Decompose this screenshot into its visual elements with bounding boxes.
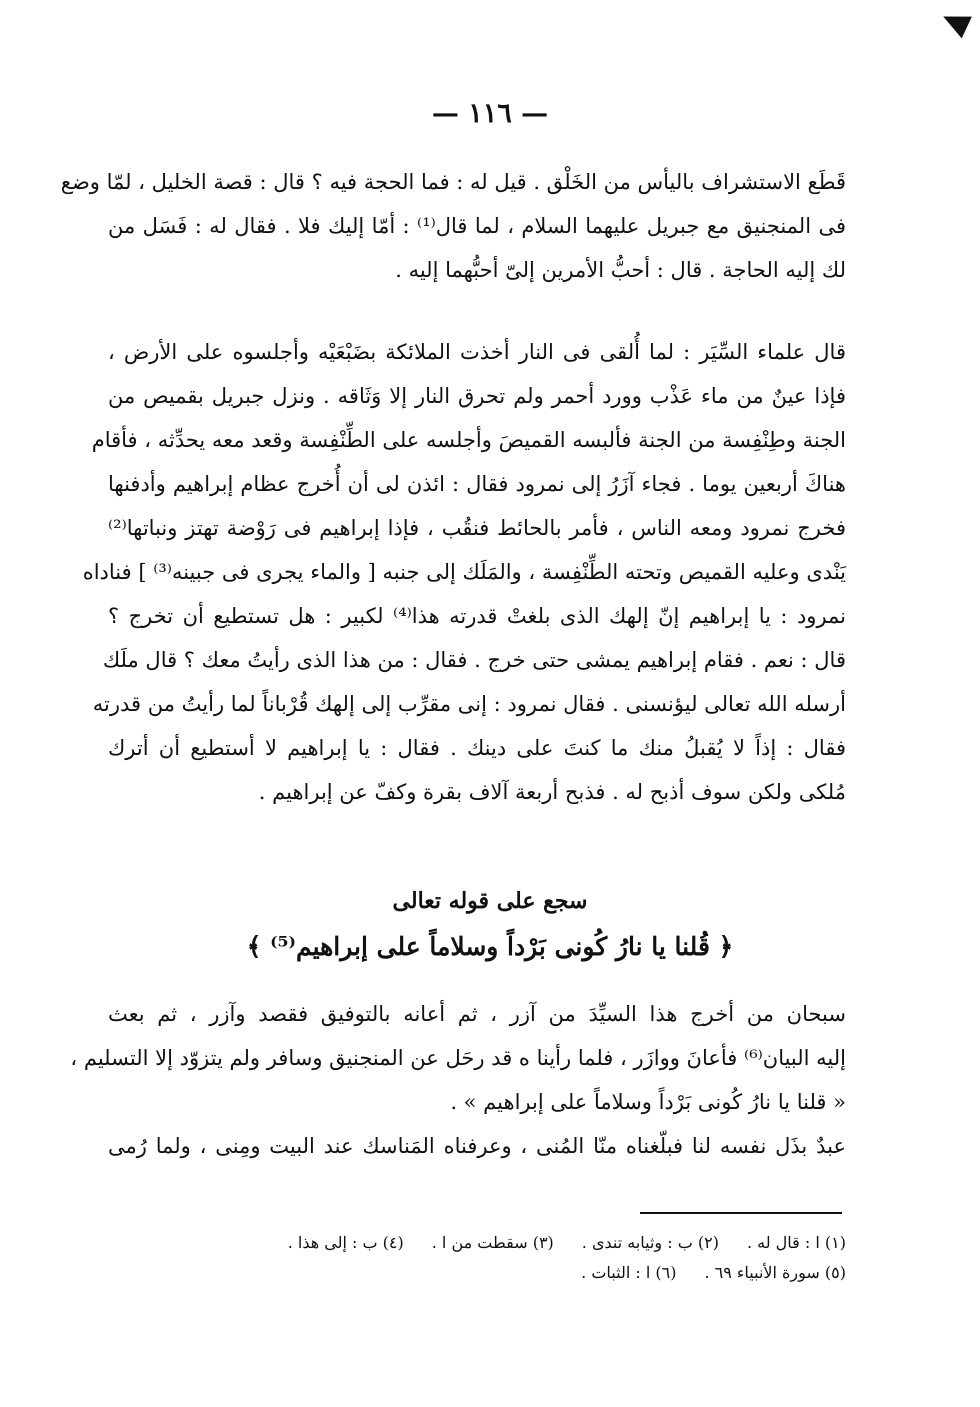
text-line: عبدٌ بذَل نفسه لنا فبلّغناه منّا المُنى ، وعرفناه المَناسك عند البيت ومِنى ، ولما رُمى bbox=[108, 1134, 846, 1158]
footnote: (١) ا : قال له . bbox=[746, 1233, 846, 1252]
text-line: قَطَع الاستشراف باليأس من الخَلْق . قيل له : فما الحجة فيه ؟ قال : قصة الخليل ، لمّا وضع bbox=[60, 170, 846, 194]
footnote: (٣) سقطت من ا . bbox=[431, 1233, 554, 1252]
text-line: الجنة وطِنْفِسة من الجنة فألبسه القميصَ وأجلسه على الطِّنْفِسة وقعد معه يحدِّثه ، فأقام bbox=[91, 428, 846, 452]
text-line: فإذا عينٌ من ماء عَذْب وورد أحمر ولم تحرق النار إلا وَثَاقه . ونزل جبريل بقميص من bbox=[108, 384, 846, 408]
footnotes bbox=[108, 1228, 846, 1288]
footnote: (٥) سورة الأنبياء ٦٩ . bbox=[704, 1263, 846, 1282]
chapter-heading: سجع على قوله تعالى bbox=[392, 888, 588, 914]
footnote: (٢) ب : وثيابه تندى . bbox=[581, 1233, 719, 1252]
quran-verse: ﴿ قُلنا يا نارُ كُونى بَرْداً وسلاماً على إبراهيم⁽⁵⁾ ﴾ bbox=[246, 932, 734, 961]
footnote: (٦) ا : الثبات . bbox=[581, 1263, 677, 1282]
text-line: يَنْدى وعليه القميص وتحته الطِّنْفِسة ، والمَلَك إلى جنبه [ والماء يجرى فى جبينه⁽³⁾ ] فناداه bbox=[82, 560, 846, 584]
text-line: قال : نعم . فقام إبراهيم يمشى حتى خرج . فقال : من هذا الذى رأيتُ معك ؟ قال ملَك bbox=[102, 648, 846, 672]
text-line: أرسله الله تعالى ليؤنسنى . فقال نمرود : إنى مقرِّب إلى إلهك قُرْباناً لما رأيتُ من قدرته bbox=[92, 692, 846, 716]
page-number: — ١١٦ — bbox=[431, 98, 549, 129]
footnote: (٤) ب : إلى هذا . bbox=[287, 1233, 404, 1252]
text-line: « قلنا يا نارُ كُونى بَرْداً وسلاماً على إبراهيم » . bbox=[450, 1090, 846, 1114]
text-line: فخرج نمرود ومعه الناس ، فأمر بالحائط فنقُب ، فإذا إبراهيم فى رَوْضة تهتز ونباتها⁽²⁾ bbox=[108, 516, 846, 540]
text-line: سبحان من أخرج هذا السيِّدَ من آزر ، ثم أعانه بالتوفيق فقصد وآزر ، ثم بعث bbox=[108, 1002, 846, 1026]
text-line: فقال : إذاً لا يُقبلُ منك ما كنتَ على دينك . فقال : يا إبراهيم لا أستطيع أن أترك bbox=[108, 736, 846, 760]
text-line: نمرود : يا إبراهيم إنّ إلهك الذى بلغتْ قدرته هذا⁽⁴⁾ لكبير : هل تستطيع أن تخرج ؟ bbox=[108, 604, 847, 628]
footnote-divider bbox=[640, 1212, 842, 1214]
text-line: هناكَ أربعين يوما . فجاء آزَرُ إلى نمرود فقال : ائذن لى أن أُخرج عظام إبراهيم وأدفنها bbox=[108, 472, 846, 496]
page-corner-marker bbox=[938, 6, 972, 39]
paragraph-2 bbox=[82, 330, 847, 814]
text-line: لك إليه الحاجة . قال : أحبُّ الأمرين إلىّ أحبُّهما إليه . bbox=[395, 258, 846, 282]
paragraph-1 bbox=[60, 160, 846, 292]
text-line: قال علماء السِّيَر : لما أُلقى فى النار أخذت الملائكة بضَبْعَيْه وأجلسوه على الأرض ، bbox=[108, 340, 846, 364]
footnote-row bbox=[108, 1228, 846, 1258]
footnote-row bbox=[108, 1258, 846, 1288]
text-line: فى المنجنيق مع جبريل عليهما السلام ، لما قال⁽¹⁾ : أمّا إليك فلا . فقال له : فَسَل من bbox=[108, 214, 846, 238]
text-line: إليه البيان⁽⁶⁾ فأعانَ ووازَر ، فلما رأينا ه قد رحَل عن المنجنيق وسافر ولم يتزوّد إلا التسليم ، bbox=[70, 1046, 846, 1070]
text-line: مُلكى ولكن سوف أذبح له . فذبح أربعة آلاف بقرة وكفّ عن إبراهيم . bbox=[258, 780, 846, 804]
closing-paragraph bbox=[70, 992, 846, 1168]
